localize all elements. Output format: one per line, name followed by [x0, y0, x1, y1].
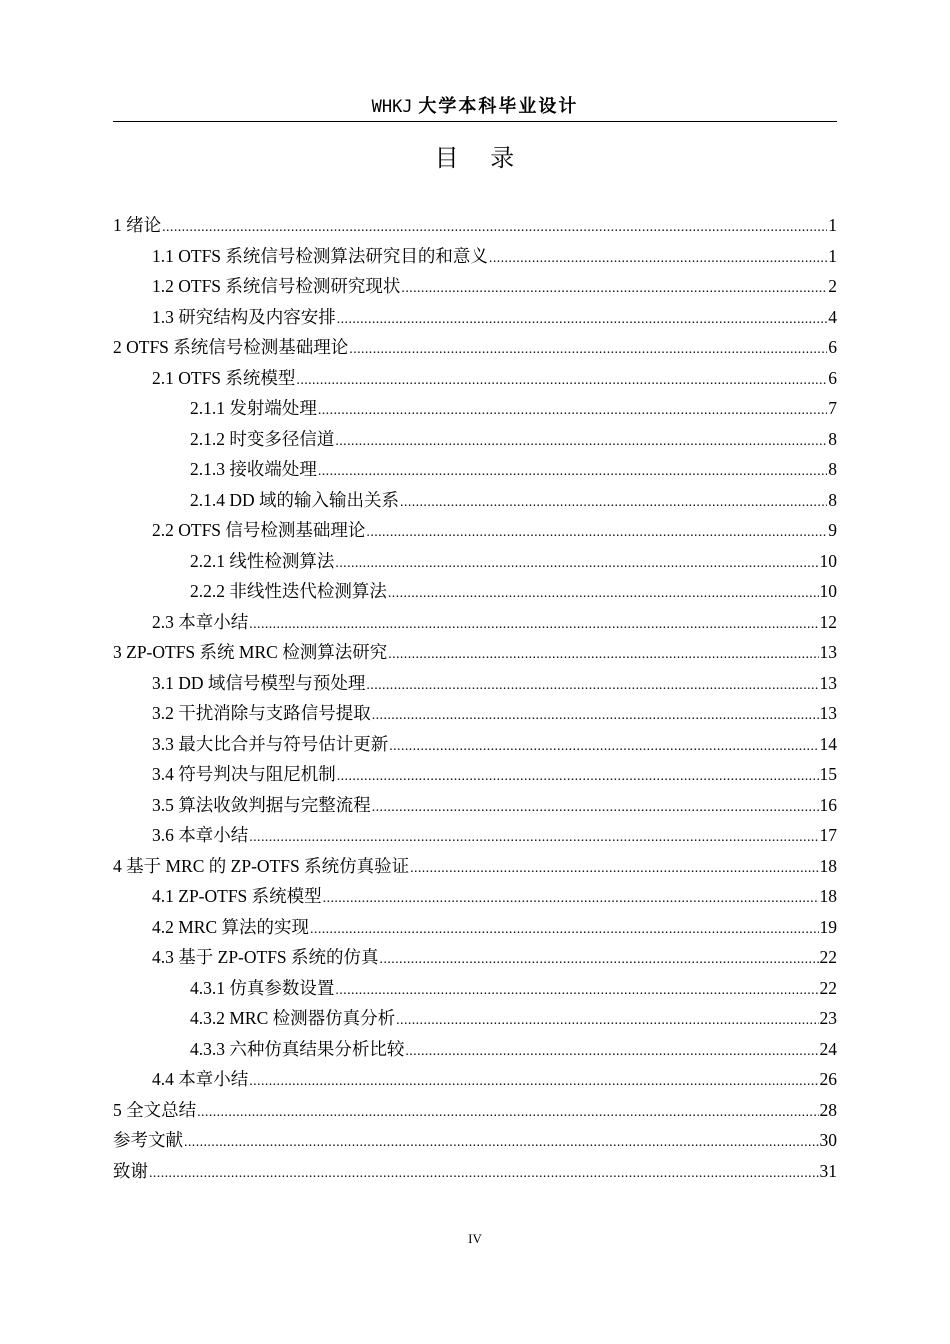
toc-dot-leader: [335, 427, 827, 458]
toc-entry-title: 4.1 ZP-OTFS 系统模型: [152, 886, 322, 906]
toc-dot-leader: [318, 396, 827, 427]
toc-entry[interactable]: [113, 363, 837, 394]
toc-entry[interactable]: [113, 912, 837, 943]
toc-entry[interactable]: [113, 637, 837, 668]
toc-entry-page: 13: [819, 703, 837, 723]
toc-entry-page: 13: [819, 642, 837, 662]
toc-entry[interactable]: [113, 210, 837, 241]
toc-entry[interactable]: [113, 729, 837, 760]
toc-dot-leader: [396, 1006, 818, 1037]
toc-entry-page: 1: [828, 245, 837, 266]
toc-entry-page: 15: [819, 764, 837, 784]
toc-dot-leader: [349, 335, 827, 366]
toc-entry-title: 4.3.1 仿真参数设置: [190, 977, 335, 998]
table-of-contents: [113, 210, 837, 1186]
toc-entry-title: 3.6 本章小结: [152, 825, 249, 845]
toc-dot-leader: [410, 854, 818, 885]
toc-entry[interactable]: [113, 881, 837, 912]
toc-dot-leader: [405, 1037, 818, 1068]
toc-entry-page: 23: [819, 1008, 837, 1028]
toc-dot-leader: [310, 915, 818, 946]
toc-entry[interactable]: [113, 1003, 837, 1034]
toc-entry[interactable]: [113, 576, 837, 607]
toc-entry-page: 14: [819, 733, 837, 754]
toc-entry-title: 1.3 研究结构及内容安排: [152, 306, 336, 327]
toc-entry-title: 2.2.2 非线性迭代检测算法: [190, 581, 387, 601]
toc-entry[interactable]: [113, 454, 837, 485]
toc-dot-leader: [366, 518, 827, 549]
toc-entry-page: 8: [828, 489, 837, 510]
toc-dot-leader: [401, 274, 827, 305]
toc-dot-leader: [389, 732, 818, 763]
toc-entry-title: 3.5 算法收敛判据与完整流程: [152, 794, 371, 815]
toc-dot-leader: [372, 793, 819, 824]
toc-entry-title: 4.3.2 MRC 检测器仿真分析: [190, 1008, 396, 1028]
toc-entry-title: 3.1 DD 域信号模型与预处理: [152, 672, 366, 693]
toc-entry-title: 3.2 干扰消除与支路信号提取: [152, 703, 371, 723]
toc-entry-title: 1.2 OTFS 系统信号检测研究现状: [152, 276, 401, 296]
toc-entry[interactable]: [113, 668, 837, 699]
toc-entry-title: 3.3 最大比合并与符号估计更新: [152, 733, 389, 754]
toc-entry-page: 2: [828, 276, 837, 296]
toc-entry-page: 19: [819, 916, 837, 937]
toc-entry[interactable]: [113, 942, 837, 973]
toc-dot-leader: [489, 244, 827, 275]
header-title: 大学本科毕业设计: [418, 96, 579, 117]
toc-entry-title: 4.2 MRC 算法的实现: [152, 916, 310, 937]
toc-entry-page: 18: [819, 886, 837, 906]
toc-entry-page: 18: [819, 855, 837, 876]
toc-entry-page: 22: [819, 977, 837, 998]
toc-dot-leader: [323, 884, 819, 915]
toc-entry-title: 1 绪论: [113, 215, 162, 235]
toc-entry[interactable]: [113, 485, 837, 516]
toc-entry[interactable]: [113, 1125, 837, 1156]
toc-entry[interactable]: [113, 424, 837, 455]
toc-entry-page: 7: [828, 398, 837, 418]
toc-entry[interactable]: [113, 1064, 837, 1095]
toc-entry-page: 17: [819, 825, 837, 845]
toc-entry-title: 3.4 符号判决与阻尼机制: [152, 764, 336, 784]
toc-dot-leader: [388, 579, 819, 610]
toc-dot-leader: [366, 671, 818, 702]
toc-entry-page: 6: [828, 367, 837, 388]
page-number: IV: [468, 1231, 482, 1246]
toc-dot-leader: [162, 213, 827, 244]
toc-dot-leader: [318, 457, 827, 488]
toc-entry[interactable]: [113, 973, 837, 1004]
toc-entry-page: 8: [828, 428, 837, 449]
toc-entry[interactable]: [113, 698, 837, 729]
toc-entry-title: 4.3 基于 ZP-OTFS 系统的仿真: [152, 947, 379, 967]
toc-entry-page: 22: [819, 947, 837, 967]
toc-entry[interactable]: [113, 1034, 837, 1065]
toc-entry-title: 4 基于 MRC 的 ZP-OTFS 系统仿真验证: [113, 855, 410, 876]
toc-dot-leader: [372, 701, 819, 732]
toc-entry-page: 13: [819, 672, 837, 693]
toc-entry[interactable]: [113, 790, 837, 821]
toc-entry-title: 2.3 本章小结: [152, 611, 249, 632]
toc-entry-title: 2.1 OTFS 系统模型: [152, 367, 296, 388]
toc-entry-title: 4.3.3 六种仿真结果分析比较: [190, 1038, 405, 1059]
toc-entry-page: 24: [819, 1038, 837, 1059]
toc-entry[interactable]: [113, 851, 837, 882]
toc-entry[interactable]: [113, 271, 837, 302]
toc-entry[interactable]: [113, 332, 837, 363]
toc-entry-title: 参考文献: [113, 1130, 183, 1150]
toc-dot-leader: [184, 1128, 819, 1159]
toc-entry-title: 4.4 本章小结: [152, 1069, 249, 1089]
toc-entry[interactable]: [113, 1095, 837, 1126]
toc-entry-page: 26: [819, 1069, 837, 1089]
toc-entry-title: 2.1.3 接收端处理: [190, 459, 317, 479]
toc-entry-page: 30: [819, 1130, 837, 1150]
toc-entry[interactable]: [113, 1156, 837, 1187]
toc-dot-leader: [335, 976, 818, 1007]
toc-entry[interactable]: [113, 820, 837, 851]
toc-entry-title: 2.1.1 发射端处理: [190, 398, 317, 418]
toc-entry-page: 4: [828, 306, 837, 327]
toc-entry-page: 6: [828, 337, 837, 357]
toc-dot-leader: [249, 823, 818, 854]
toc-title: 目 录: [434, 144, 516, 172]
header-university-code: WHKJ: [371, 97, 413, 117]
toc-entry-page: 10: [819, 581, 837, 601]
toc-entry[interactable]: [113, 607, 837, 638]
toc-entry-title: 2.2.1 线性检测算法: [190, 550, 335, 571]
toc-entry-page: 8: [828, 459, 837, 479]
toc-entry-title: 2 OTFS 系统信号检测基础理论: [113, 337, 349, 357]
toc-entry-page: 9: [828, 520, 837, 540]
toc-dot-leader: [296, 366, 827, 397]
toc-entry[interactable]: [113, 393, 837, 424]
page-header: [113, 94, 837, 122]
toc-dot-leader: [380, 945, 819, 976]
toc-dot-leader: [149, 1159, 819, 1190]
toc-entry-page: 1: [828, 215, 837, 235]
toc-entry-title: 1.1 OTFS 系统信号检测算法研究目的和意义: [152, 245, 488, 266]
toc-dot-leader: [388, 640, 818, 671]
toc-entry[interactable]: [113, 302, 837, 333]
toc-entry-title: 5 全文总结: [113, 1099, 197, 1120]
toc-dot-leader: [197, 1098, 818, 1129]
toc-dot-leader: [249, 1067, 818, 1098]
toc-entry-title: 致谢: [113, 1160, 148, 1181]
toc-entry-page: 10: [819, 550, 837, 571]
toc-entry[interactable]: [113, 241, 837, 272]
toc-entry[interactable]: [113, 759, 837, 790]
toc-dot-leader: [400, 488, 827, 519]
toc-entry[interactable]: [113, 515, 837, 546]
toc-entry-title: 3 ZP-OTFS 系统 MRC 检测算法研究: [113, 642, 388, 662]
toc-entry-page: 12: [819, 611, 837, 632]
toc-entry-title: 2.1.4 DD 域的输入输出关系: [190, 489, 400, 510]
toc-dot-leader: [337, 762, 819, 793]
toc-entry-title: 2.2 OTFS 信号检测基础理论: [152, 520, 366, 540]
toc-dot-leader: [249, 610, 818, 641]
toc-dot-leader: [335, 549, 818, 580]
toc-entry-title: 2.1.2 时变多径信道: [190, 428, 335, 449]
toc-dot-leader: [337, 305, 828, 336]
toc-entry-page: 16: [819, 794, 837, 815]
toc-entry-page: 28: [819, 1099, 837, 1120]
toc-entry[interactable]: [113, 546, 837, 577]
toc-entry-page: 31: [819, 1160, 837, 1181]
